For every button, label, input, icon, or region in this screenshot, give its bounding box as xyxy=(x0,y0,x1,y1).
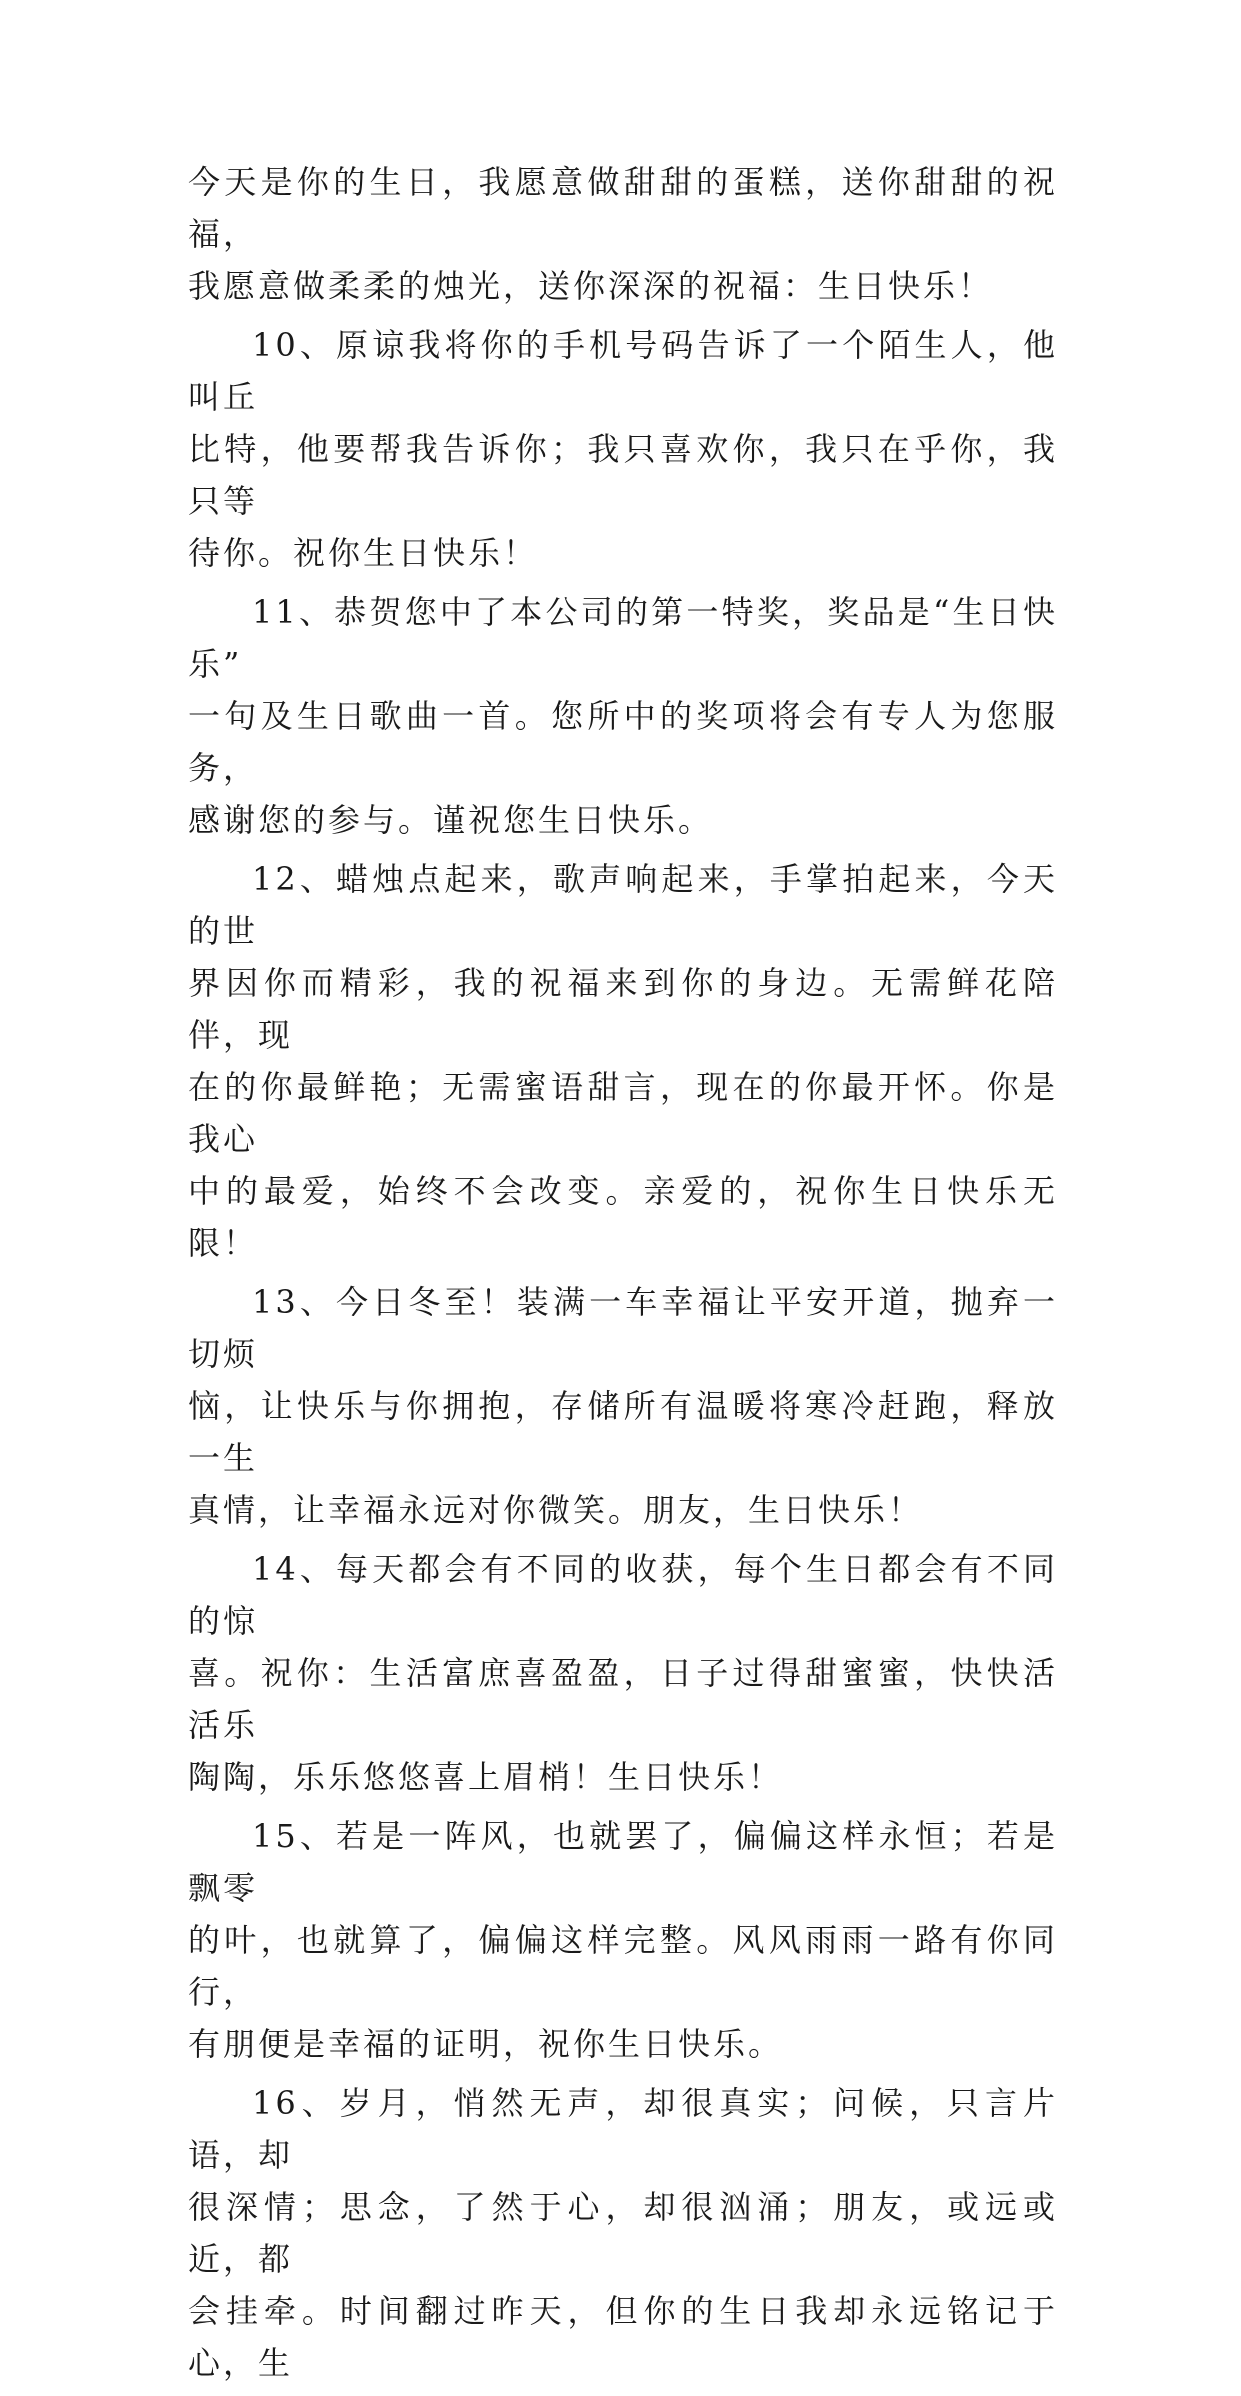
paragraph-item-11: 11、恭贺您中了本公司的第一特奖，奖品是“生日快乐” 一句及生日歌曲一首。您所中的奖项将会有专人为您服务， 感谢您的参与。谨祝您生日快乐。 xyxy=(188,593,1058,839)
paragraph-item-10: 10、原谅我将你的手机号码告诉了一个陌生人，他叫丘 比特，他要帮我告诉你；我只喜欢你，我只在乎你，我只等 待你。祝你生日快乐！ xyxy=(188,326,1058,572)
paragraph-intro: 今天是你的生日，我愿意做甜甜的蛋糕，送你甜甜的祝福， 我愿意做柔柔的烛光，送你深深的祝福：生日快乐！ xyxy=(188,163,1058,305)
document-body xyxy=(188,156,1058,2396)
paragraph-item-13: 13、今日冬至！装满一车幸福让平安开道，抛弃一切烦 恼，让快乐与你拥抱，存储所有温暖将寒冷赶跑，释放一生 真情，让幸福永远对你微笑。朋友，生日快乐！ xyxy=(188,1283,1058,1529)
paragraph-item-16: 16、岁月，悄然无声，却很真实；问候，只言片语，却 很深情；思念，了然于心，却很汹涌；朋友，或远或近，都 会挂牵。时间翻过昨天，但你的生日我却永远铭记于心，生 xyxy=(188,2084,1058,2382)
paragraph-item-12: 12、蜡烛点起来，歌声响起来，手掌拍起来，今天的世 界因你而精彩，我的祝福来到你的身边。无需鲜花陪伴，现 在的你最鲜艳；无需蜜语甜言，现在的你最开怀。你是我心 中的最爱，始终不会改变。亲爱的，祝你生日快乐无限！ xyxy=(188,860,1058,1262)
paragraph-item-15: 15、若是一阵风，也就罢了，偏偏这样永恒；若是飘零 的叶，也就算了，偏偏这样完整。风风雨雨一路有你同行， 有朋便是幸福的证明，祝你生日快乐。 xyxy=(188,1817,1058,2063)
paragraph-item-14: 14、每天都会有不同的收获，每个生日都会有不同的惊 喜。祝你：生活富庶喜盈盈，日子过得甜蜜蜜，快快活活乐 陶陶，乐乐悠悠喜上眉梢！生日快乐！ xyxy=(188,1550,1058,1796)
